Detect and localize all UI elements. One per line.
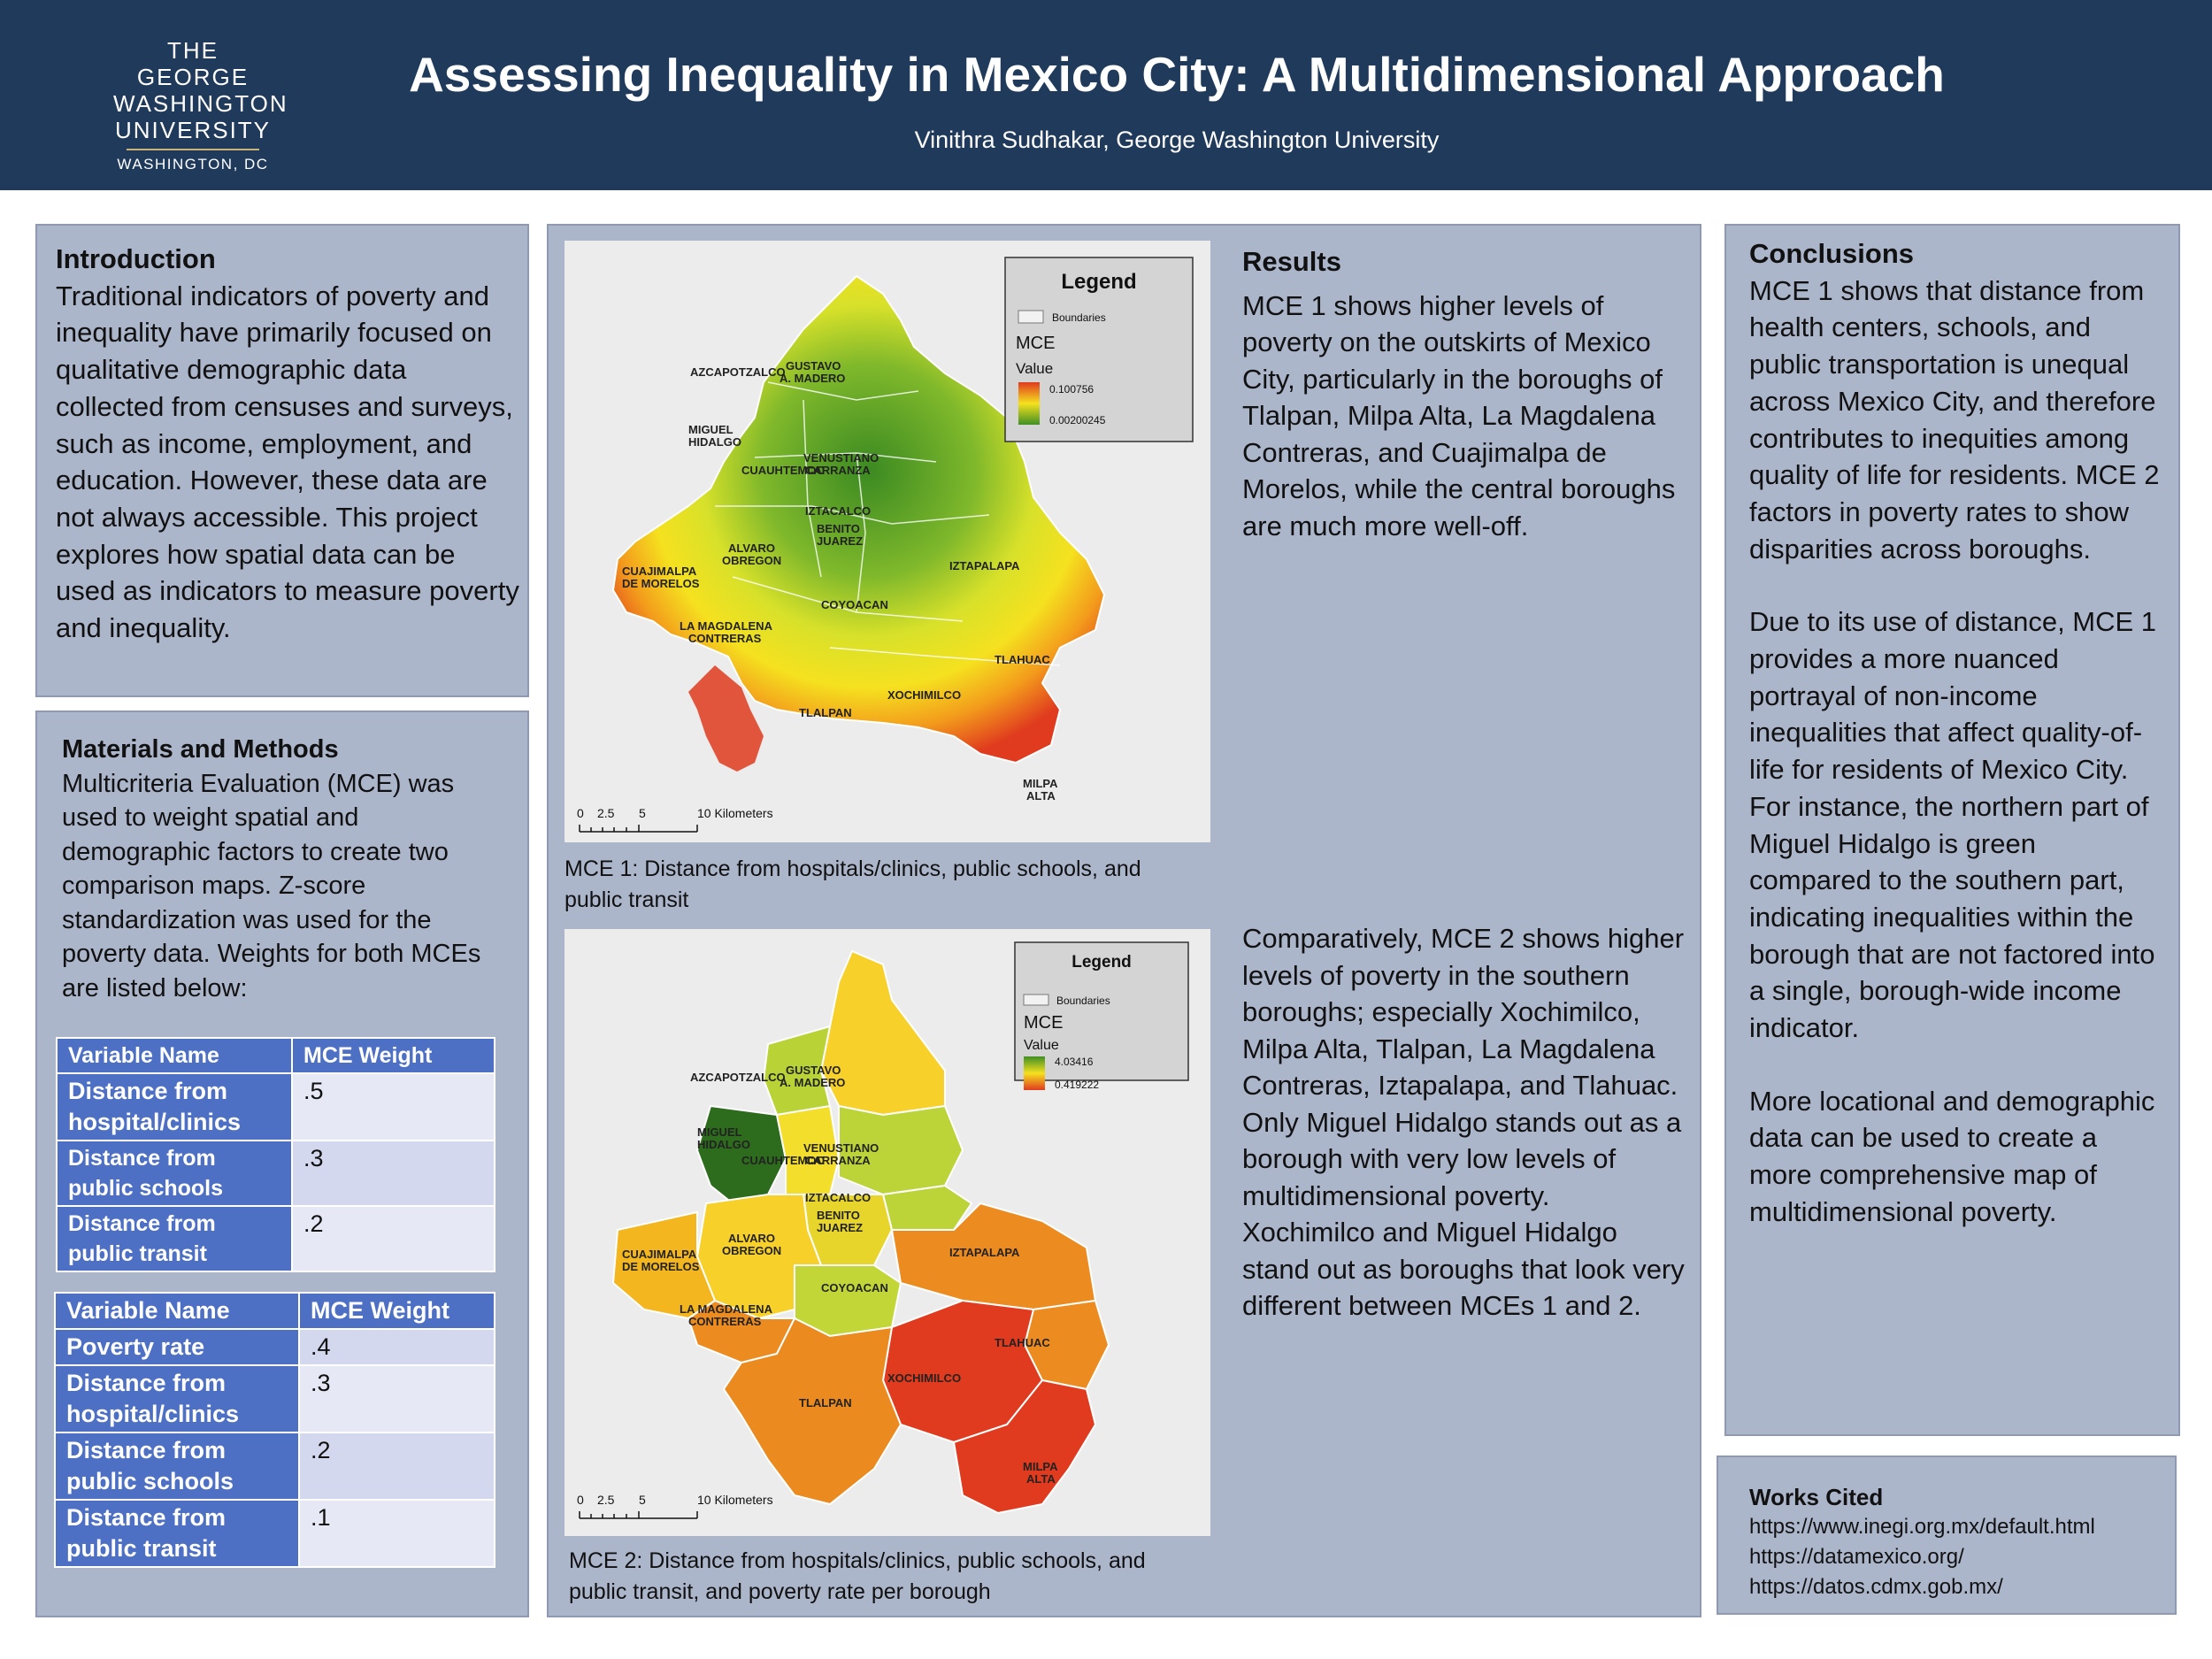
table1-header-variable: Variable Name <box>57 1038 292 1073</box>
mce1-weights-table <box>56 1037 495 1272</box>
poster-author: Vinithra Sudhakar, George Washington University <box>914 127 1440 153</box>
works-cited-link-2[interactable]: https://datamexico.org/ <box>1749 1545 1964 1569</box>
results-paragraph-2: Comparatively, MCE 2 shows higher levels of poverty in the southern boroughs; especially Xochimilco, Milpa Alta, Tlalpan, La Magdalena Contreras, Iztapalapa, and Tlahuac. Only Miguel Hidalgo stands out as a borough with very low levels of multidimensional poverty. Xochimilco and Miguel Hidalgo stand out as boroughs that look very different between MCEs 1 and 2. <box>1242 923 1685 1321</box>
map1-legend-boundaries: Boundaries <box>1052 311 1106 324</box>
map2-label-azcapotzalco: AZCAPOTZALCO <box>690 1071 786 1084</box>
map2-label-gustavo-2: A. MADERO <box>780 1076 846 1089</box>
map1-label-miguel-1: MIGUEL <box>688 423 733 436</box>
map1-legend-ramp <box>1018 382 1040 425</box>
svg-text:10 Kilometers: 10 Kilometers <box>697 806 773 820</box>
map2-label-venustiano-1: VENUSTIANO <box>803 1141 879 1155</box>
table1-row-2-weight: .3 <box>292 1141 495 1206</box>
table1-row-1-name: Distance from hospital/clinics <box>57 1073 292 1141</box>
map1-label-venustiano-2: CARRANZA <box>805 464 871 477</box>
map2-legend-value: Value <box>1024 1038 1059 1053</box>
map1-label-milpa-2: ALTA <box>1026 789 1056 803</box>
map2-label-iztacalco: IZTACALCO <box>805 1191 872 1204</box>
map2-label-gustavo-1: GUSTAVO <box>786 1064 841 1077</box>
works-cited-link-3[interactable]: https://datos.cdmx.gob.mx/ <box>1749 1575 2003 1599</box>
map2-label-alvaro-2: OBREGON <box>722 1244 782 1257</box>
table2-row-4-name: Distance from public transit <box>55 1500 299 1567</box>
map2-label-magdalena-1: LA MAGDALENA <box>680 1302 772 1316</box>
map2-legend-mce: MCE <box>1024 1013 1064 1033</box>
works-cited-link-1[interactable]: https://www.inegi.org.mx/default.html <box>1749 1515 2095 1539</box>
table2-row-2-weight: .3 <box>299 1365 495 1432</box>
map2-legend-ramp <box>1024 1056 1045 1090</box>
map2-legend <box>1015 942 1188 1091</box>
mce2-weights-table <box>54 1292 495 1568</box>
map1-legend <box>1005 257 1193 442</box>
conclusions-text <box>1749 235 2165 1231</box>
introduction-title: Introduction <box>56 243 216 274</box>
map2-label-iztapalapa: IZTAPALAPA <box>949 1246 1020 1259</box>
map1-label-venustiano-1: VENUSTIANO <box>803 451 879 465</box>
conclusions-paragraph-1: MCE 1 shows that distance from health centers, schools, and public transportation is unequal across Mexico City, and therefore contributes to inequities among quality of life for residents. MCE 2 factors in poverty rates to show disparities across boroughs. <box>1749 274 2160 565</box>
map1-legend-high: 0.100756 <box>1049 383 1094 396</box>
svg-text:2.5: 2.5 <box>597 1493 615 1507</box>
methods-text <box>62 733 509 1005</box>
logo-city: WASHINGTON, DC <box>117 156 269 173</box>
table1-row-2-name: Distance from public schools <box>57 1141 292 1206</box>
table1-row-3-name: Distance from public transit <box>57 1206 292 1271</box>
map1-label-alvaro-1: ALVARO <box>728 541 775 555</box>
table2-row-3-name: Distance from public schools <box>55 1432 299 1500</box>
map1-legend-low: 0.00200245 <box>1049 414 1106 426</box>
table2-row-1-name: Poverty rate <box>55 1329 299 1365</box>
map1-label-benito-2: JUAREZ <box>817 534 864 548</box>
map2-label-milpa-1: MILPA <box>1023 1460 1058 1473</box>
map1-label-cuajimalpa-1: CUAJIMALPA <box>622 565 697 578</box>
table2-row-4-weight: .1 <box>299 1500 495 1567</box>
map2-label-cuauhtemoc: CUAUHTEMOC <box>741 1154 825 1167</box>
map1-label-tlalpan: TLALPAN <box>799 706 852 719</box>
results-text-1 <box>1242 243 1689 544</box>
methods-body: Multicriteria Evaluation (MCE) was used to weight spatial and demographic factors to create two comparison maps. Z-score standardization was used for the poverty data. Weights for both MCEs are listed below: <box>62 769 481 1002</box>
map1-label-coyoacan: COYOACAN <box>821 598 888 611</box>
logo-line-1: THE GEORGE <box>136 37 250 90</box>
svg-text:5: 5 <box>639 1493 646 1507</box>
map1-label-gustavo-1: GUSTAVO <box>786 359 841 373</box>
map1-label-gustavo-2: A. MADERO <box>780 372 846 385</box>
map1-legend-mce: MCE <box>1016 334 1056 353</box>
conclusions-paragraph-2: Due to its use of distance, MCE 1 provides a more nuanced portrayal of non-income inequalities that affect quality-of-life for residents of Mexico City. For instance, the northern part of Miguel Hidalgo is green compared to the southern part, indicating inequalities within the borough that are not factored into a single, borough-wide income indicator. <box>1749 606 2157 1044</box>
map2-label-miguel-1: MIGUEL <box>697 1125 742 1139</box>
logo-line-2: WASHINGTON <box>113 90 288 117</box>
logo-line-3: UNIVERSITY <box>114 117 272 143</box>
map2-legend-boundaries: Boundaries <box>1056 995 1110 1007</box>
results-paragraph-1: MCE 1 shows higher levels of poverty on the outskirts of Mexico City, particularly in the boroughs of Tlalpan, Milpa Alta, La Magdalena Contreras, and Cuajimalpa de Morelos, while the central boroughs are much more well-off. <box>1242 289 1676 541</box>
map1-legend-value: Value <box>1016 360 1054 377</box>
map1-legend-title: Legend <box>1061 270 1137 294</box>
map2-label-tlahuac: TLAHUAC <box>995 1336 1050 1349</box>
map1-label-alvaro-2: OBREGON <box>722 554 782 567</box>
map1-label-cuajimalpa-2: DE MORELOS <box>622 577 700 590</box>
mce2-map-svg <box>565 929 1210 1536</box>
map2-label-miguel-2: HIDALGO <box>697 1138 750 1151</box>
map1-label-magdalena-1: LA MAGDALENA <box>680 619 772 633</box>
svg-text:5: 5 <box>639 806 646 820</box>
table2-row-1-weight: .4 <box>299 1329 495 1365</box>
introduction-text <box>56 241 520 647</box>
map2-label-cuajimalpa-1: CUAJIMALPA <box>622 1248 697 1261</box>
conclusions-title: Conclusions <box>1749 238 1915 269</box>
map2-label-coyoacan: COYOACAN <box>821 1281 888 1294</box>
map2-label-magdalena-2: CONTRERAS <box>688 1315 762 1328</box>
introduction-body: Traditional indicators of poverty and inequality have primarily focused on qualitative demographic data collected from censuses and surveys, such as income, employment, and education. However, these data are not always accessible. This project explores how spatial data can be used as indicators to measure poverty and inequality. <box>56 280 519 644</box>
map1-label-iztapalapa: IZTAPALAPA <box>949 559 1020 572</box>
map2-label-venustiano-2: CARRANZA <box>805 1154 871 1167</box>
table2-row-2-name: Distance from hospital/clinics <box>55 1365 299 1432</box>
map2-label-benito-1: BENITO <box>817 1209 860 1222</box>
mce1-caption: MCE 1: Distance from hospitals/clinics, public schools, and public transit <box>565 856 1141 912</box>
map1-label-miguel-2: HIDALGO <box>688 435 741 449</box>
mce2-map <box>565 929 1210 1536</box>
svg-text:0: 0 <box>577 806 584 820</box>
table2-header-weight: MCE Weight <box>299 1293 495 1329</box>
map2-label-xochimilco: XOCHIMILCO <box>887 1371 962 1385</box>
works-cited-title: Works Cited <box>1749 1484 1884 1510</box>
mce1-map-svg <box>565 241 1210 842</box>
conclusions-paragraph-3: More locational and demographic data can be used to create a more comprehensive map of multidimensional poverty. <box>1749 1085 2155 1227</box>
map2-label-alvaro-1: ALVARO <box>728 1232 775 1245</box>
map2-label-tlalpan: TLALPAN <box>799 1396 852 1409</box>
table2-row-3-weight: .2 <box>299 1432 495 1500</box>
map2-label-milpa-2: ALTA <box>1026 1472 1056 1486</box>
poster-header <box>0 0 2212 190</box>
results-text-2 <box>1242 920 1689 1325</box>
logo-rule <box>127 149 259 150</box>
works-cited-text <box>1749 1482 2165 1602</box>
map1-label-tlahuac: TLAHUAC <box>995 653 1050 666</box>
results-title: Results <box>1242 246 1341 277</box>
map2-legend-high: 4.03416 <box>1055 1056 1094 1068</box>
svg-text:2.5: 2.5 <box>597 806 615 820</box>
mce1-map <box>565 241 1210 842</box>
map1-label-iztacalco: IZTACALCO <box>805 504 872 518</box>
table2-header-variable: Variable Name <box>55 1293 299 1329</box>
map1-label-cuauhtemoc: CUAUHTEMOC <box>741 464 825 477</box>
table1-row-1-weight: .5 <box>292 1073 495 1141</box>
map1-label-xochimilco: XOCHIMILCO <box>887 688 962 702</box>
methods-title: Materials and Methods <box>62 735 339 764</box>
map1-label-milpa-1: MILPA <box>1023 777 1058 790</box>
svg-text:0: 0 <box>577 1493 584 1507</box>
map1-label-azcapotzalco: AZCAPOTZALCO <box>690 365 786 379</box>
table1-row-3-weight: .2 <box>292 1206 495 1271</box>
university-logo <box>113 37 288 173</box>
map1-label-benito-1: BENITO <box>817 522 860 535</box>
map1-label-magdalena-2: CONTRERAS <box>688 632 762 645</box>
mce2-caption: MCE 2: Distance from hospitals/clinics, public schools, and public transit, and poverty rate per borough <box>569 1548 1146 1604</box>
map2-legend-low: 0.419222 <box>1055 1079 1100 1091</box>
svg-text:10 Kilometers: 10 Kilometers <box>697 1493 773 1507</box>
map2-label-cuajimalpa-2: DE MORELOS <box>622 1260 700 1273</box>
map2-label-benito-2: JUAREZ <box>817 1221 864 1234</box>
table1-header-weight: MCE Weight <box>292 1038 495 1073</box>
poster-title: Assessing Inequality in Mexico City: A Multidimensional Approach <box>409 47 1945 102</box>
map2-legend-title: Legend <box>1071 953 1132 972</box>
